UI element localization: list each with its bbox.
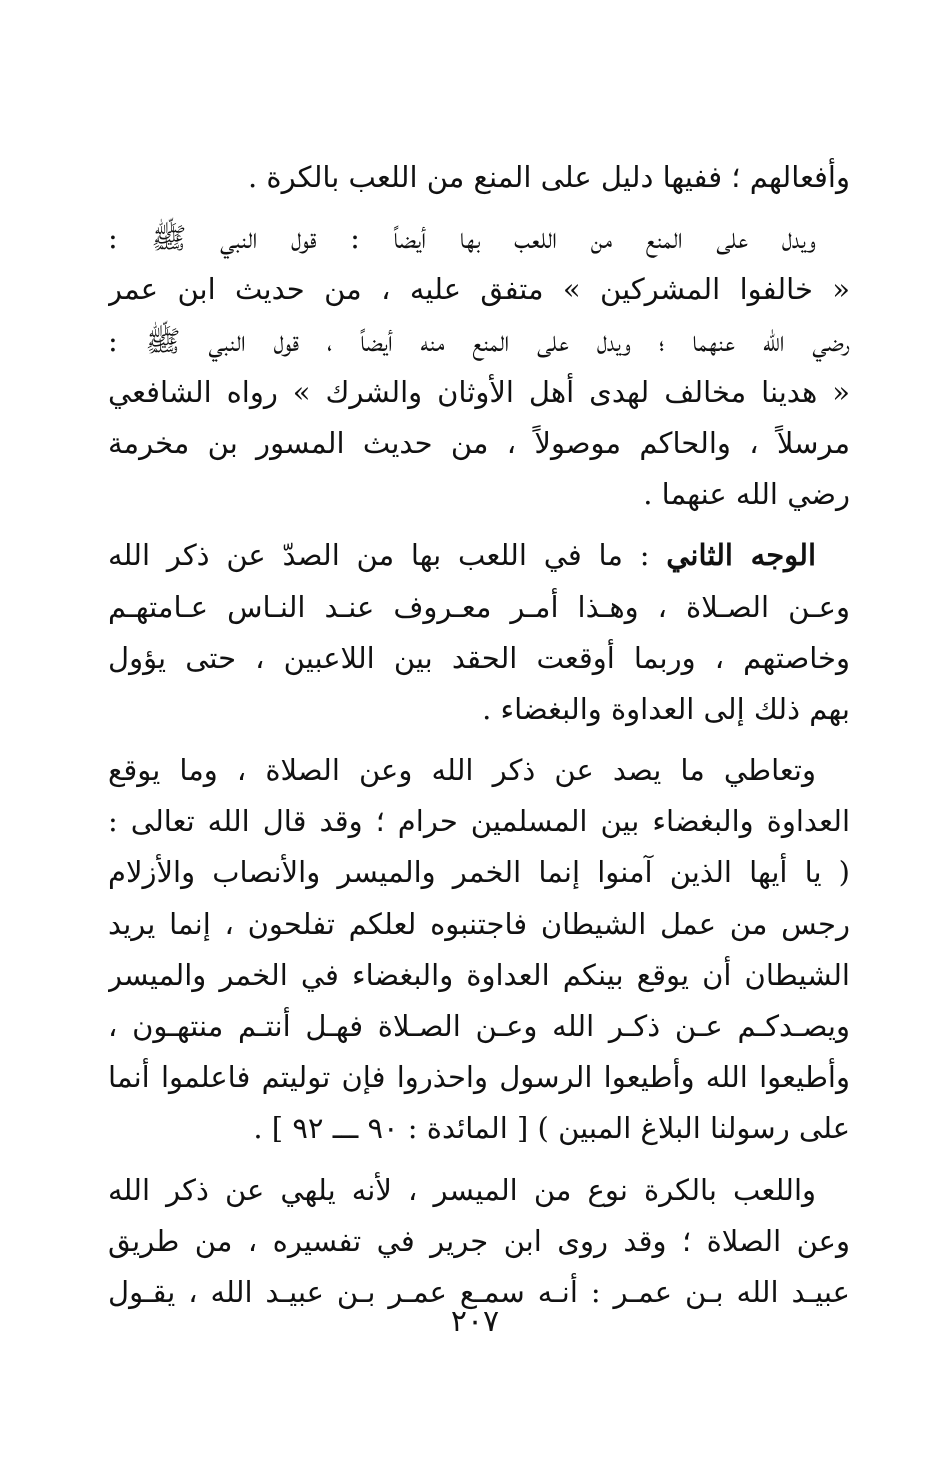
text-line: وعن الصلاة ؛ وقد روى ابن جرير في تفسيره ، من طريق	[108, 1223, 850, 1258]
page-number: ٢٠٧	[450, 1304, 500, 1339]
text-line: على رسولنا البلاغ المبين ) [ المائدة : ٩٠ ـــ ٩٢ ] .	[253, 1111, 850, 1146]
text-run: : ما في اللعب بها من الصدّ عن ذكر الله	[108, 538, 667, 573]
paragraph	[108, 1165, 850, 1319]
text-line: وأفعالهم ؛ ففيها دليل على المنع من اللعب بالكرة .	[247, 160, 850, 194]
paragraph-gap	[108, 203, 850, 213]
text-line: ( يا أيها الذين آمنوا إنما الخمر والميسر والأنصاب والأزلام	[108, 855, 850, 890]
paragraph	[108, 152, 850, 203]
text-line: عبيـد الله بـن عمـر : أنـه سمـع عمـر بـن عبيـد الله ، يقـول	[108, 1274, 850, 1309]
text-line: وعـن الصـلاة ، وهـذا أمـر معـروف عنـد النـاس عـامتهـم	[108, 589, 850, 624]
text-line: « هدينا مخالف لهدى أهل الأوثان والشرك » رواه الشافعي	[108, 374, 850, 409]
text-line: الشيطان أن يوقع بينكم العداوة والبغضاء في الخمر والميسر	[108, 957, 850, 992]
paragraph	[108, 530, 850, 735]
body-text	[108, 152, 850, 1318]
paragraph	[108, 745, 850, 1155]
text-line: وخاصتهم ، وربما أوقعت الحقد بين اللاعبين ، حتى يؤول	[108, 640, 850, 675]
text-line: رجس من عمل الشيطان فاجتنبوه لعلكم تفلحون ، إنما يريد	[108, 906, 850, 941]
text-line: ويدل على المنع من اللعب بها أيضاً : قول النبي ﷺ :	[108, 221, 816, 256]
text-line: مرسلاً ، والحاكم موصولاً ، من حديث المسور بن مخرمة	[108, 425, 850, 460]
text-line: بهم ذلك إلى العداوة والبغضاء .	[482, 691, 850, 726]
text-line: وتعاطي ما يصد عن ذكر الله وعن الصلاة ، وما يوقع	[108, 753, 816, 788]
text-line: واللعب بالكرة نوع من الميسر ، لأنه يلهي عن ذكر الله	[108, 1172, 816, 1207]
text-line: العداوة والبغضاء بين المسلمين حرام ؛ وقد قال الله تعالى :	[108, 804, 850, 839]
paragraph-gap	[108, 735, 850, 745]
paragraph-gap	[108, 1155, 850, 1165]
text-line: رضي الله عنهما .	[643, 477, 850, 512]
paragraph	[108, 213, 850, 520]
text-line	[108, 530, 850, 581]
text-line: وأطيعوا الله وأطيعوا الرسول واحذروا فإن توليتم فاعلموا أنما	[108, 1060, 850, 1095]
text-line: ويصـدكـم عـن ذكـر الله وعـن الصـلاة فهـل أنتـم منتهـون ،	[108, 1009, 850, 1043]
paragraph-gap	[108, 520, 850, 530]
section-heading: الوجه الثاني	[666, 538, 816, 573]
text-line: رضي الله عنهما ؛ ويدل على المنع منه أيضاً ، قول النبي ﷺ :	[108, 323, 850, 358]
text-line: « خالفوا المشركين » متفق عليه ، من حديث ابن عمر	[108, 272, 850, 307]
